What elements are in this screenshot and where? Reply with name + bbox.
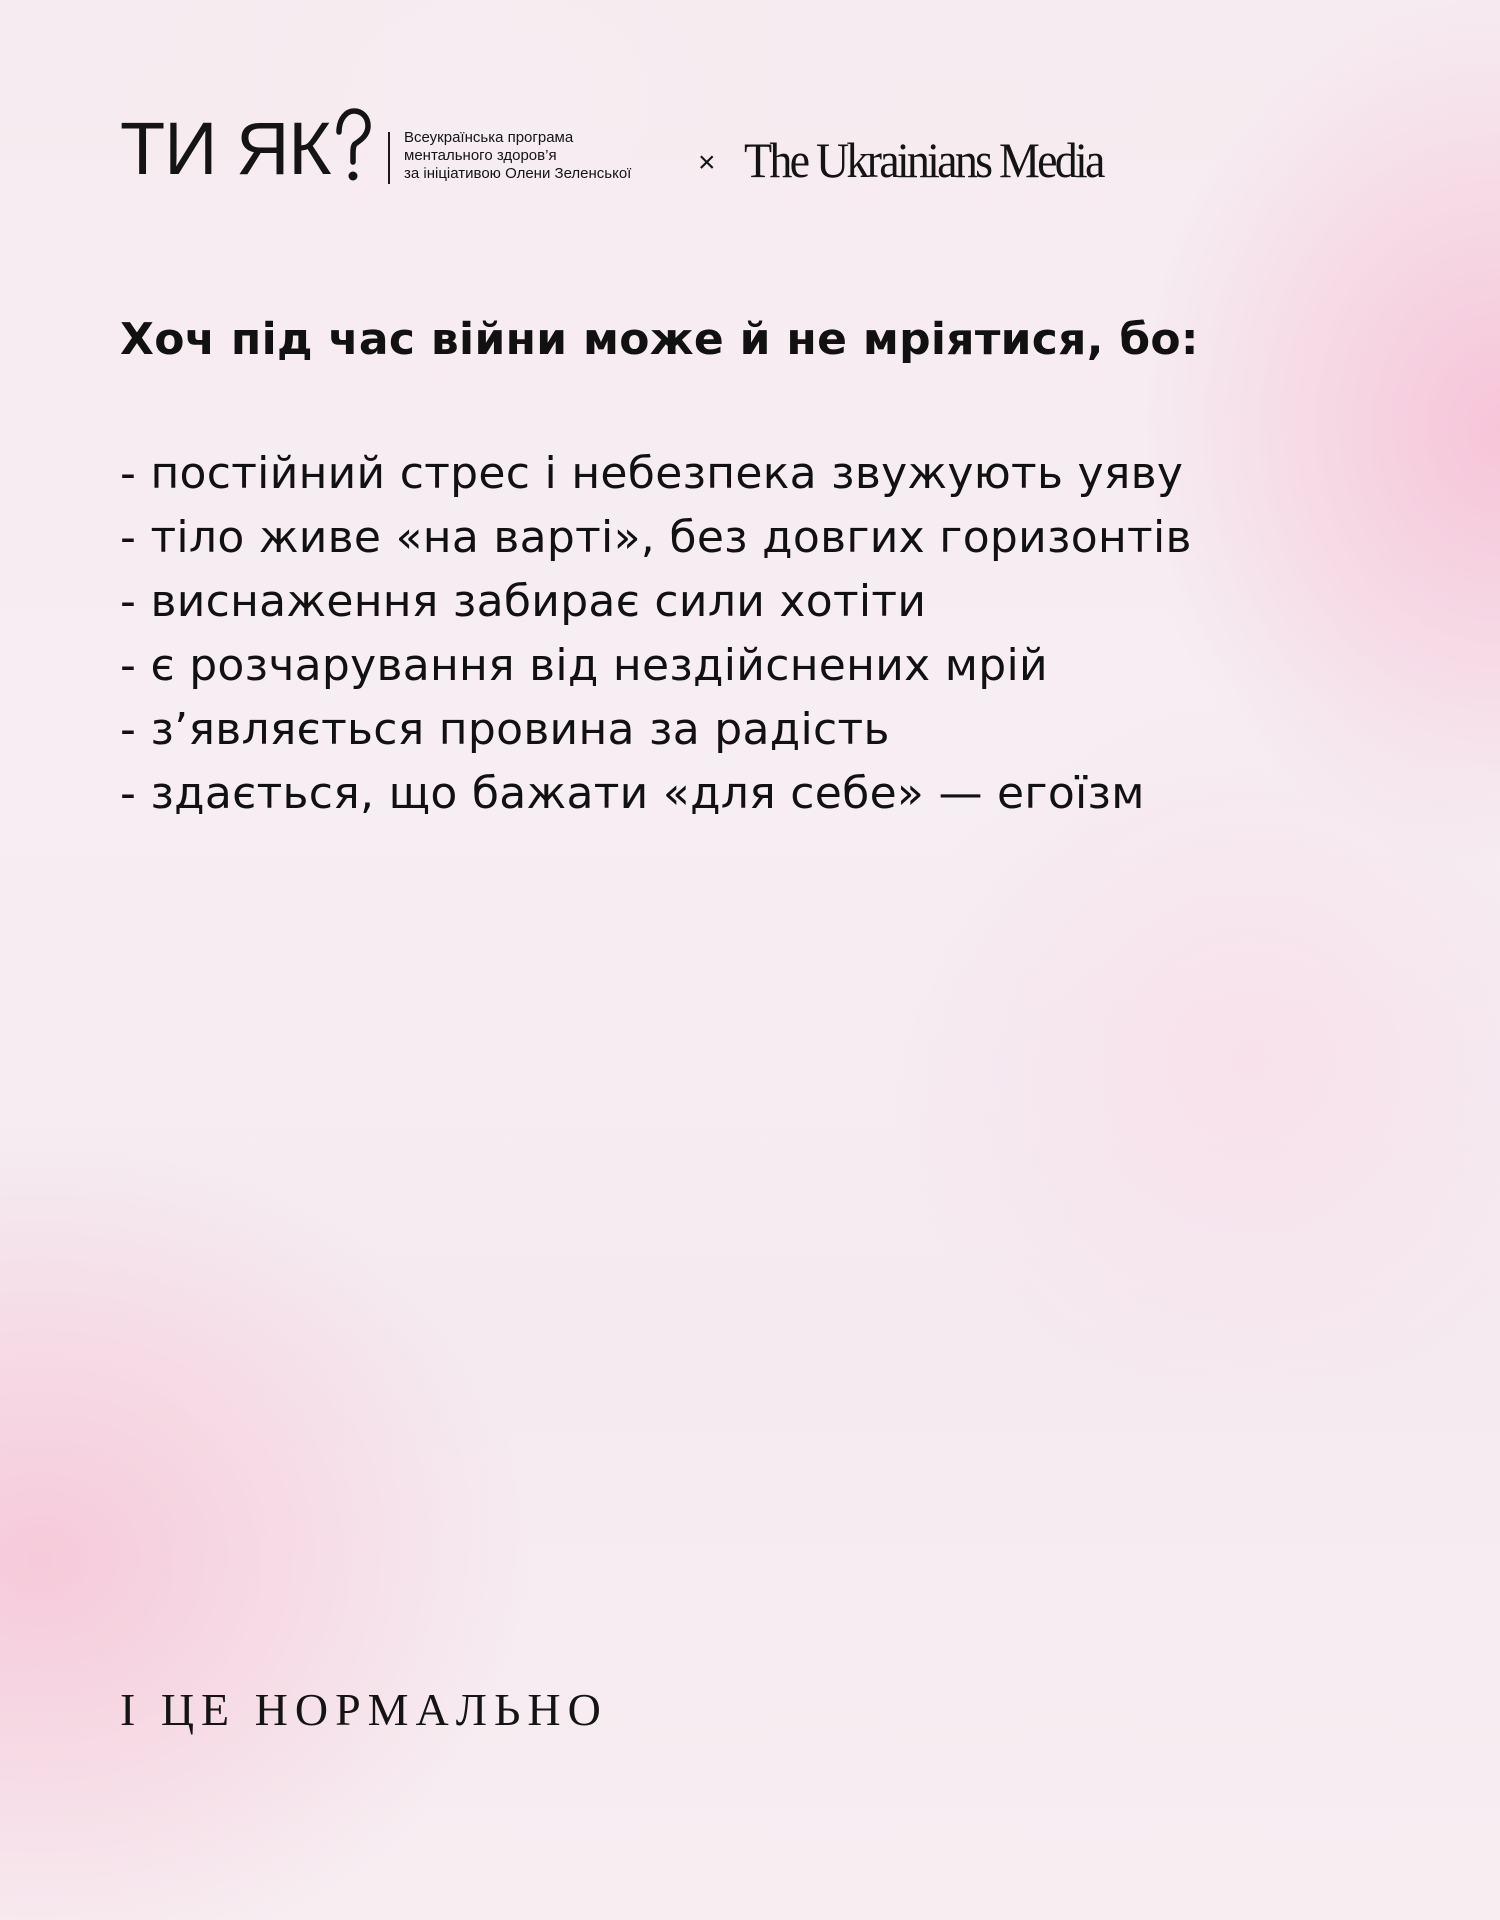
partner-logo: The Ukrainians Media bbox=[744, 132, 1103, 188]
program-subtitle-line: Всеукраїнська програма bbox=[404, 129, 574, 146]
list-item: - тіло живе «на варті», без довгих горизонтів bbox=[120, 512, 1192, 563]
list-item: - з’являється провина за радість bbox=[120, 704, 890, 755]
ty-yak-logo-text: ТИ ЯК bbox=[120, 107, 331, 190]
list-item: - здається, що бажати «для себе» — егоїзм bbox=[120, 768, 1145, 819]
program-subtitle bbox=[404, 129, 631, 183]
closing-statement: І ЦЕ НОРМАЛЬНО bbox=[120, 1684, 608, 1735]
program-subtitle-line: за ініціативою Олени Зеленської bbox=[404, 165, 632, 182]
intro-heading: Хоч під час війни може й не мріятися, бо: bbox=[120, 314, 1199, 365]
collab-symbol: × bbox=[698, 146, 716, 179]
header-divider bbox=[388, 132, 390, 184]
list-item: - постійний стрес і небезпека звужують уяву bbox=[120, 448, 1184, 499]
list-item: - є розчарування від нездійснених мрій bbox=[120, 640, 1048, 691]
list-item: - виснаження забирає сили хотіти bbox=[120, 576, 927, 627]
program-subtitle-line: ментального здоров’я bbox=[404, 147, 557, 164]
reasons-list bbox=[120, 442, 1192, 826]
ty-yak-logo bbox=[120, 106, 373, 190]
question-mark-icon bbox=[333, 108, 373, 186]
